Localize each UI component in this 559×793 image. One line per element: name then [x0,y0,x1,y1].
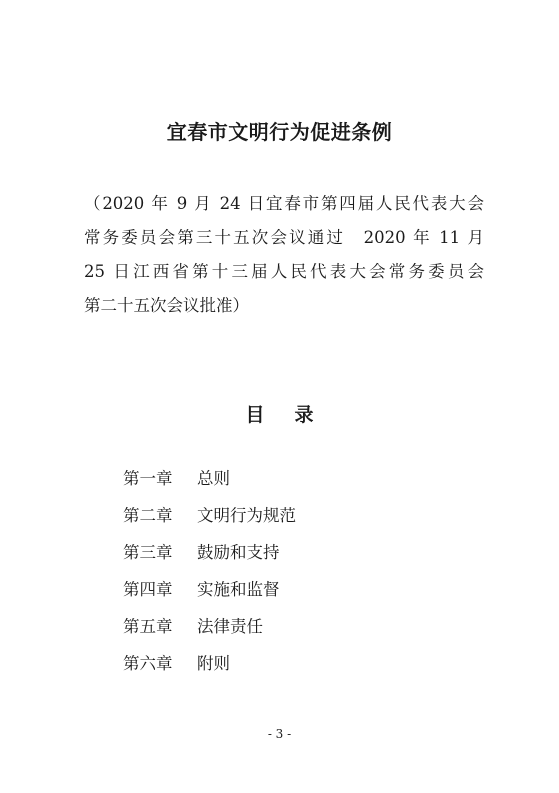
document-title: 宜春市文明行为促进条例 [166,120,393,144]
adoption-note-line: 25 日江西省第十三届人民代表大会常务委员会 [84,262,484,281]
toc-chapter-number: 第四章 [123,579,173,599]
toc-heading [0,400,559,427]
toc-chapter-title: 总则 [197,468,230,488]
toc-heading-char: 目 [245,404,265,426]
toc-item[interactable] [123,643,296,680]
toc-item[interactable] [123,606,296,643]
toc-chapter-title: 法律责任 [197,616,263,636]
toc-chapter-number: 第六章 [123,653,173,673]
toc-chapter-title: 文明行为规范 [197,505,296,525]
adoption-note-line: 常务委员会第三十五次会议通过 2020 年 11 月 [84,228,484,247]
toc-item[interactable] [123,532,296,569]
toc-chapter-number: 第一章 [123,468,173,488]
toc-chapter-title: 附则 [197,653,230,673]
page-number: - 3 - [267,727,292,741]
toc-chapter-number: 第二章 [123,505,173,525]
toc-chapter-number: 第三章 [123,542,173,562]
adoption-note-line: 第二十五次会议批准） [84,296,249,315]
toc-heading-char: 录 [294,404,314,426]
adoption-note-line: （2020 年 9 月 24 日宜春市第四届人民代表大会 [84,194,484,213]
toc-item[interactable] [123,569,296,606]
table-of-contents [123,458,296,680]
toc-chapter-title: 实施和监督 [197,579,280,599]
toc-chapter-number: 第五章 [123,616,173,636]
adoption-note [84,187,484,323]
toc-item[interactable] [123,495,296,532]
toc-item[interactable] [123,458,296,495]
toc-chapter-title: 鼓励和支持 [197,542,280,562]
